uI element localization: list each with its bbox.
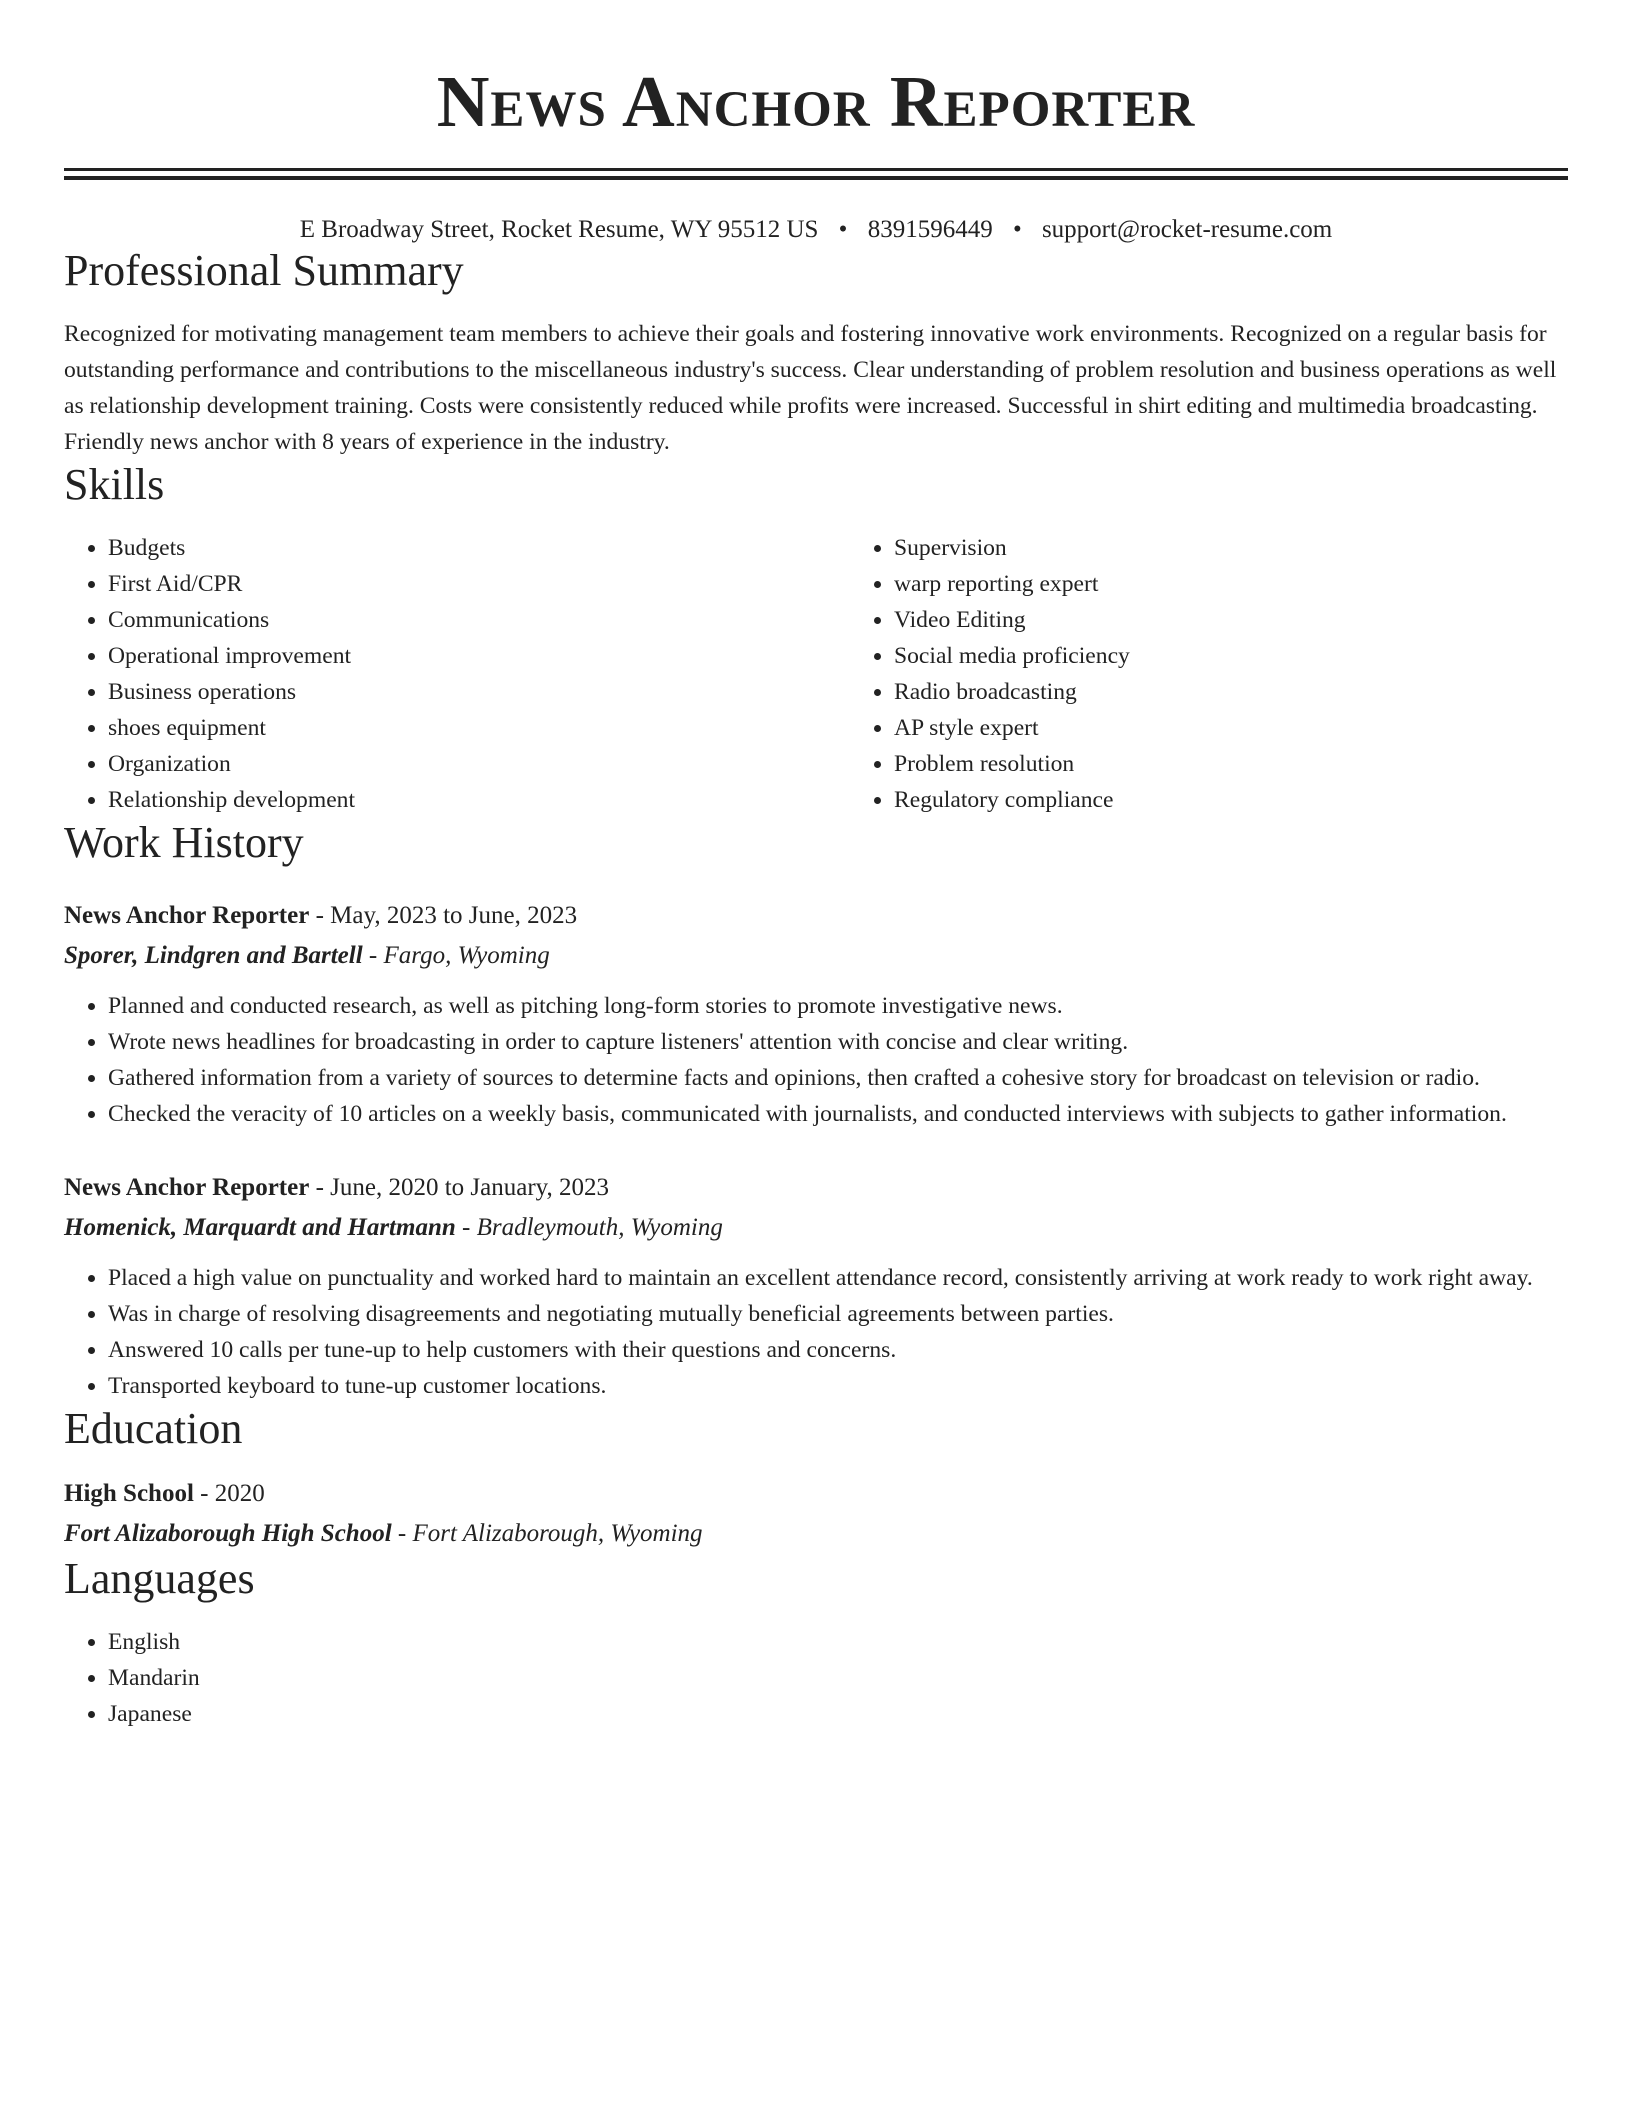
job-bullet: • Checked the veracity of 10 articles on a weekly basis, communicated with journalists, and conducted interviews with subjects to gather information. [108,1096,1568,1132]
contact-line [64,214,1568,246]
skill-item: • Social media proficiency [894,638,1130,674]
skill-item: • Regulatory compliance [894,782,1130,818]
skill-item: • AP style expert [894,710,1130,746]
job-position: News Anchor Reporter [64,1174,310,1201]
education-location: Fort Alizaborough, Wyoming [412,1520,703,1547]
education-entry [64,1474,1568,1554]
resume-name: News Anchor Reporter [436,61,1196,142]
header-rule-top [64,168,1568,171]
header-rule-bottom [64,176,1568,180]
skill-item: • Problem resolution [894,746,1130,782]
job-company: Homenick, Marquardt and Hartmann [64,1214,456,1241]
skills-heading: Skills [64,460,165,509]
job-bullet: • Planned and conducted research, as well as pitching long-form stories to promote investigative news. [108,988,1568,1024]
contact-phone: 8391596449 [867,216,993,243]
skill-item: • First Aid/CPR [108,566,850,602]
skill-item: • Radio broadcasting [894,674,1130,710]
skills-columns [64,530,1568,818]
skill-item: • Organization [108,746,850,782]
job-entry [64,1168,1568,1404]
contact-address: E Broadway Street, Rocket Resume, WY 95512 US [299,216,819,243]
summary-text: Recognized for motivating management team members to achieve their goals and fostering innovative work environments. Recognized on a regular basis for outstanding performance and contributions to the miscellaneous industry's success. Clear understanding of problem resolution and business operations as well as relationship development training. Costs were consistently reduced while profits were increased. Successful in shirt editing and multimedia broadcasting. Friendly news anchor with 8 years of experience in the industry. [64,321,1557,455]
skill-item: • shoes equipment [108,710,850,746]
job-bullet: • Gathered information from a variety of sources to determine facts and opinions, then crafted a cohesive story for broadcast on television or radio. [108,1060,1568,1096]
skill-item: • Budgets [108,530,850,566]
work-history-heading: Work History [64,818,304,867]
job-dash: - [362,942,384,969]
skill-item: • Operational improvement [108,638,850,674]
skill-item: • Relationship development [108,782,850,818]
job-bullets [64,988,1568,1132]
skill-item: • Video Editing [894,602,1130,638]
languages-section [64,1624,1568,1732]
job-bullet: • Was in charge of resolving disagreements and negotiating mutually beneficial agreements between parties. [108,1296,1568,1332]
language-item: • Mandarin [108,1660,1568,1696]
language-item: • Japanese [108,1696,1568,1732]
job-company-line [64,1208,1568,1248]
language-item: • English [108,1624,1568,1660]
languages-heading: Languages [64,1554,255,1603]
summary-heading: Professional Summary [64,246,464,295]
job-bullet: • Answered 10 calls per tune-up to help customers with their questions and concerns. [108,1332,1568,1368]
skill-item: • warp reporting expert [894,566,1130,602]
skill-item: • Communications [108,602,850,638]
education-year: 2020 [214,1480,265,1507]
job-bullet: • Placed a high value on punctuality and worked hard to maintain an excellent attendance record, consistently arriving at work ready to work right away. [108,1260,1568,1296]
job-dash: - [455,1214,477,1241]
languages-list [64,1624,1568,1732]
education-degree-line [64,1474,1568,1514]
skills-list-left [64,530,850,818]
contact-separator: • [838,216,848,243]
job-bullet: • Transported keyboard to tune-up customer locations. [108,1368,1568,1404]
job-location: Fargo, Wyoming [383,942,550,969]
job-title-line [64,1168,1568,1208]
education-dash: - [193,1480,215,1507]
job-location: Bradleymouth, Wyoming [476,1214,723,1241]
job-bullets [64,1260,1568,1404]
job-dates: June, 2020 to January, 2023 [330,1174,610,1201]
education-heading: Education [64,1404,243,1453]
job-dash: - [309,1174,331,1201]
job-bullet: • Wrote news headlines for broadcasting in order to capture listeners' attention with concise and clear writing. [108,1024,1568,1060]
contact-separator: • [1012,216,1022,243]
job-title-line [64,896,1568,936]
skill-item: • Business operations [108,674,850,710]
job-entry [64,896,1568,1132]
job-company: Sporer, Lindgren and Bartell [64,942,363,969]
contact-email: support@rocket-resume.com [1041,216,1333,243]
education-school: Fort Alizaborough High School [64,1520,392,1547]
education-degree: High School [64,1480,194,1507]
skills-list-right [850,530,1130,818]
education-dash: - [391,1520,413,1547]
job-company-line [64,936,1568,976]
job-position: News Anchor Reporter [64,902,310,929]
education-school-line [64,1514,1568,1554]
job-dates: May, 2023 to June, 2023 [330,902,578,929]
job-dash: - [309,902,331,929]
skill-item: • Supervision [894,530,1130,566]
